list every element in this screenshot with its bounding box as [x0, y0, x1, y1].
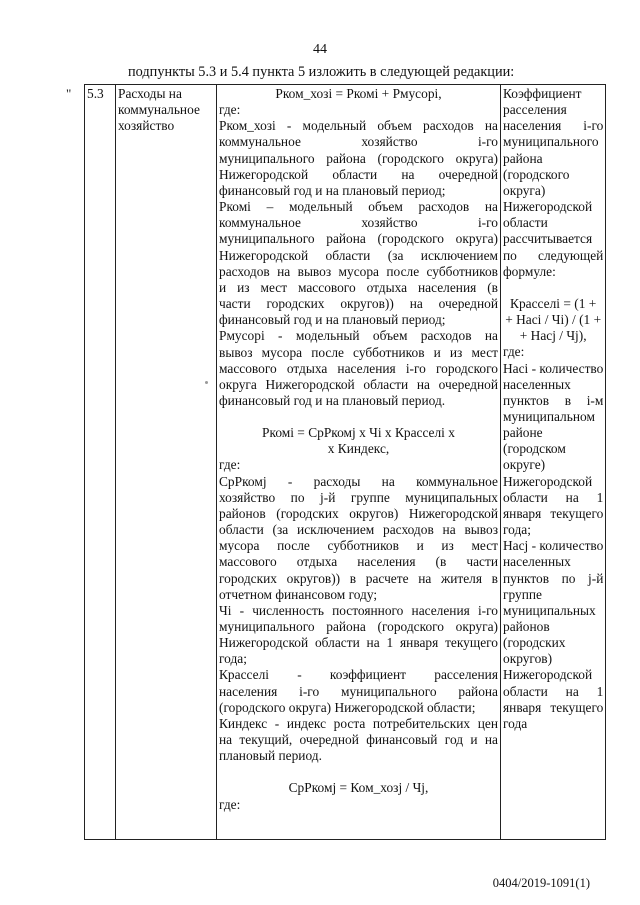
text-line: области — [503, 215, 548, 231]
text-line: муниципальном — [503, 408, 595, 424]
text-line: (городского округа) Нижегородской области; — [219, 699, 476, 715]
formula-line: Рком_хозі = Ркомі + Рмусорі, — [275, 86, 442, 101]
text-line: части городских округов)) на очередной — [219, 296, 498, 312]
row-number: 5.3 — [85, 85, 116, 840]
text-line: области на 1 — [503, 489, 604, 505]
text-line: Рмусорі - модельный объем расходов на — [219, 328, 498, 344]
text-line: Красселі - коэффициент расселения — [219, 667, 498, 683]
text-line: муниципального района (городского округа) — [219, 150, 498, 166]
formula-line: Красселі = (1 + — [510, 295, 597, 311]
formula-description-cell — [217, 85, 501, 840]
text-line: Нижегородской — [503, 667, 593, 683]
text-line: (городских — [503, 635, 566, 651]
text-line: массового отдыха населения (в части — [219, 554, 498, 570]
text-line: Насj - количество — [503, 538, 604, 554]
text-line: расходов на вывоз мусора после субботников — [219, 263, 498, 279]
text-line: января текущего — [503, 699, 604, 715]
text-line: года — [503, 715, 528, 731]
text-line: муниципальных — [503, 602, 596, 618]
text-line: СрРкомj - расходы на коммунальное — [219, 473, 498, 489]
text-line: рассчитывается — [503, 231, 593, 247]
text-line: Ркомі – модельный объем расходов на — [219, 199, 498, 215]
text-line: где: — [219, 457, 241, 473]
text-line: и из мест массового отдыха населения (в — [219, 279, 498, 295]
text-line: округа Нижегородской области на очередной — [219, 376, 498, 392]
text-line: года; — [503, 522, 531, 538]
text-line: городских округов)) в расчете на жителя в — [219, 570, 498, 586]
text-line: округа) — [503, 182, 546, 198]
text-line: населенных — [503, 376, 571, 392]
text-line: Нижегородской области на 1 января текущего — [219, 635, 498, 651]
text-line: районе — [503, 425, 543, 441]
text-line: мусора после субботников и из мест — [219, 538, 498, 554]
text-line: (городского — [503, 166, 570, 182]
text-line: района — [503, 150, 543, 166]
text-line: Чі - численность постоянного населения і-го — [219, 602, 498, 618]
text-line: Насі - количество — [503, 360, 604, 376]
opening-quote-mark: " — [66, 86, 72, 101]
text-line: хозяйство по j-й группе муниципальных — [219, 489, 498, 505]
formula-line: х Киндекс, — [327, 441, 390, 457]
text-line: населения і-го — [503, 118, 604, 134]
row-title: Расходы на коммунальное хозяйство — [116, 85, 217, 840]
table-row — [85, 85, 606, 840]
text-line: формуле: — [503, 263, 556, 279]
document-code: 0404/2019-1091(1) — [492, 876, 590, 890]
text-line: Рком_хозі - модельный объем расходов на — [219, 118, 498, 134]
page-number: 44 — [313, 42, 327, 57]
text-line: области (за исключением расходов на вывоз — [219, 522, 498, 538]
text-line: финансовый год и на плановый период; — [219, 312, 446, 328]
text-line: вывоз мусора после субботников и из мест — [219, 344, 498, 360]
text-line: Нижегородской области (за исключением — [219, 247, 498, 263]
text-line: населения і-го муниципального района — [219, 683, 498, 699]
formula-line: СрРкомj = Ком_хозj / Чj, — [288, 780, 429, 796]
text-line: группе — [503, 586, 542, 602]
text-line: финансовый год и на плановый период; — [219, 182, 446, 198]
text-line: финансовый год и на плановый период. — [219, 392, 446, 408]
text-line: где: — [503, 344, 525, 360]
text-line: Нижегородской — [503, 199, 593, 215]
text-line: где: — [219, 796, 241, 812]
text-line: муниципального района (городского округа) — [219, 619, 498, 634]
formula-line: Ркомі = СрРкомj х Чі х Красселі х — [262, 425, 455, 441]
text-line: массового отдыха населения і-го городского — [219, 360, 498, 376]
text-line: пунктов по j-й — [503, 570, 604, 586]
intro-text: подпункты 5.3 и 5.4 пункта 5 изложить в следующей редакции: — [128, 64, 515, 80]
text-line: муниципального — [503, 134, 599, 150]
text-line: районов (городских округов) Нижегородской — [219, 505, 498, 521]
text-line: коммунальное хозяйство і-го — [219, 215, 498, 231]
text-line: муниципального района (городского округа) — [219, 231, 498, 247]
text-line: января текущего — [503, 505, 604, 521]
text-line: года; — [219, 651, 247, 667]
text-line: округе) — [503, 457, 546, 473]
text-line: Коэффициент — [503, 86, 582, 101]
text-line: области на 1 — [503, 683, 604, 699]
text-line: пунктов в і-м — [503, 392, 604, 408]
text-line: Киндекс - индекс роста потребительских цен — [219, 715, 498, 731]
coefficient-cell — [501, 85, 606, 840]
text-line: Нижегородской области на очередной — [219, 166, 498, 182]
scan-speck — [205, 381, 208, 384]
text-line: населенных — [503, 554, 571, 570]
text-line: где: — [219, 102, 241, 118]
formula-line: + Насі / Чі) / (1 + — [505, 312, 602, 328]
text-line: (городском — [503, 441, 566, 457]
text-line: Нижегородской — [503, 473, 593, 489]
text-line: округов) — [503, 651, 553, 667]
text-line: отчетном финансовом году; — [219, 586, 378, 602]
text-line: расселения — [503, 102, 567, 118]
text-line: по следующей — [503, 247, 604, 263]
text-line: районов — [503, 619, 550, 634]
text-line: плановый период. — [219, 748, 322, 764]
formula-line: + Насj / Чj), — [519, 328, 587, 344]
amendment-table — [84, 84, 606, 840]
text-line: на текущий, очередной финансовый год и на — [219, 732, 498, 748]
text-line: коммунальное хозяйство і-го — [219, 134, 498, 150]
